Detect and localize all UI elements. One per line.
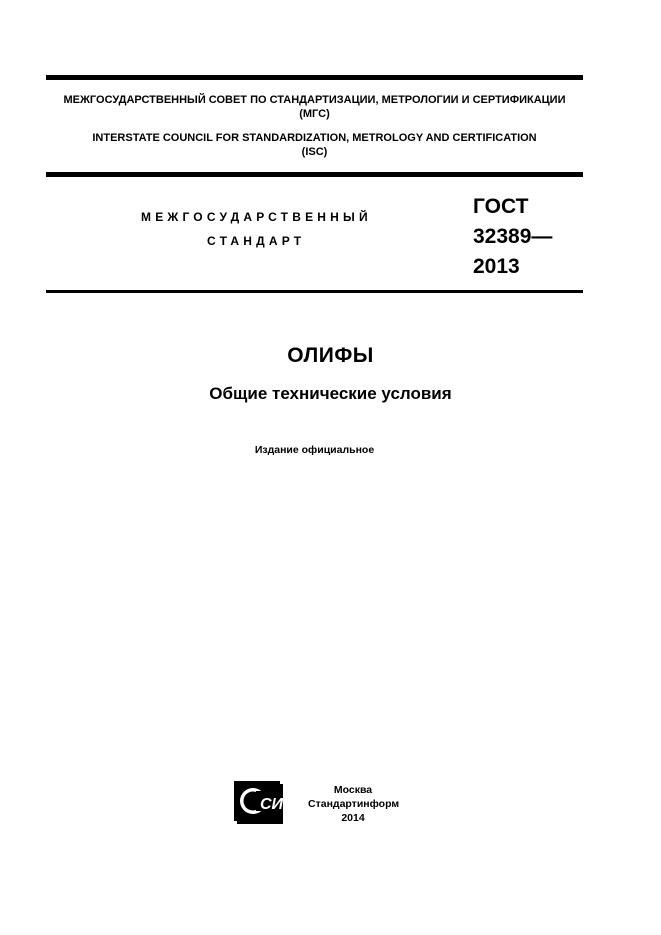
gost-year: 2013 [473,255,520,278]
gost-label: ГОСТ [473,195,529,218]
header-bottom-rule [46,290,583,293]
publisher-city: Москва [333,784,373,796]
publisher-name: Стандартинформ [308,798,400,810]
document-title: ОЛИФЫ [287,344,374,367]
standartinform-logo [234,781,286,827]
standard-kind-line2: СТАНДАРТ [207,234,306,248]
council-name-ru: МЕЖГОСУДАРСТВЕННЫЙ СОВЕТ ПО СТАНДАРТИЗАЦИИ, МЕТРОЛОГИИ И СЕРТИФИКАЦИИ [63,94,566,106]
publisher-year: 2014 [341,812,365,824]
council-abbr-ru: (МГС) [299,108,330,120]
gost-number: 32389— [473,225,553,248]
edition-note: Издание официальное [254,444,375,456]
document-subtitle: Общие технические условия [209,384,452,403]
logo-text: СИ [260,796,284,813]
standard-kind-line1: МЕЖГОСУДАРСТВЕННЫЙ [141,210,372,224]
top-rule [46,75,583,80]
council-abbr-en: (ISC) [301,146,328,158]
council-rule [46,172,583,177]
council-name-en: INTERSTATE COUNCIL FOR STANDARDIZATION, METROLOGY AND CERTIFICATION [92,132,537,144]
